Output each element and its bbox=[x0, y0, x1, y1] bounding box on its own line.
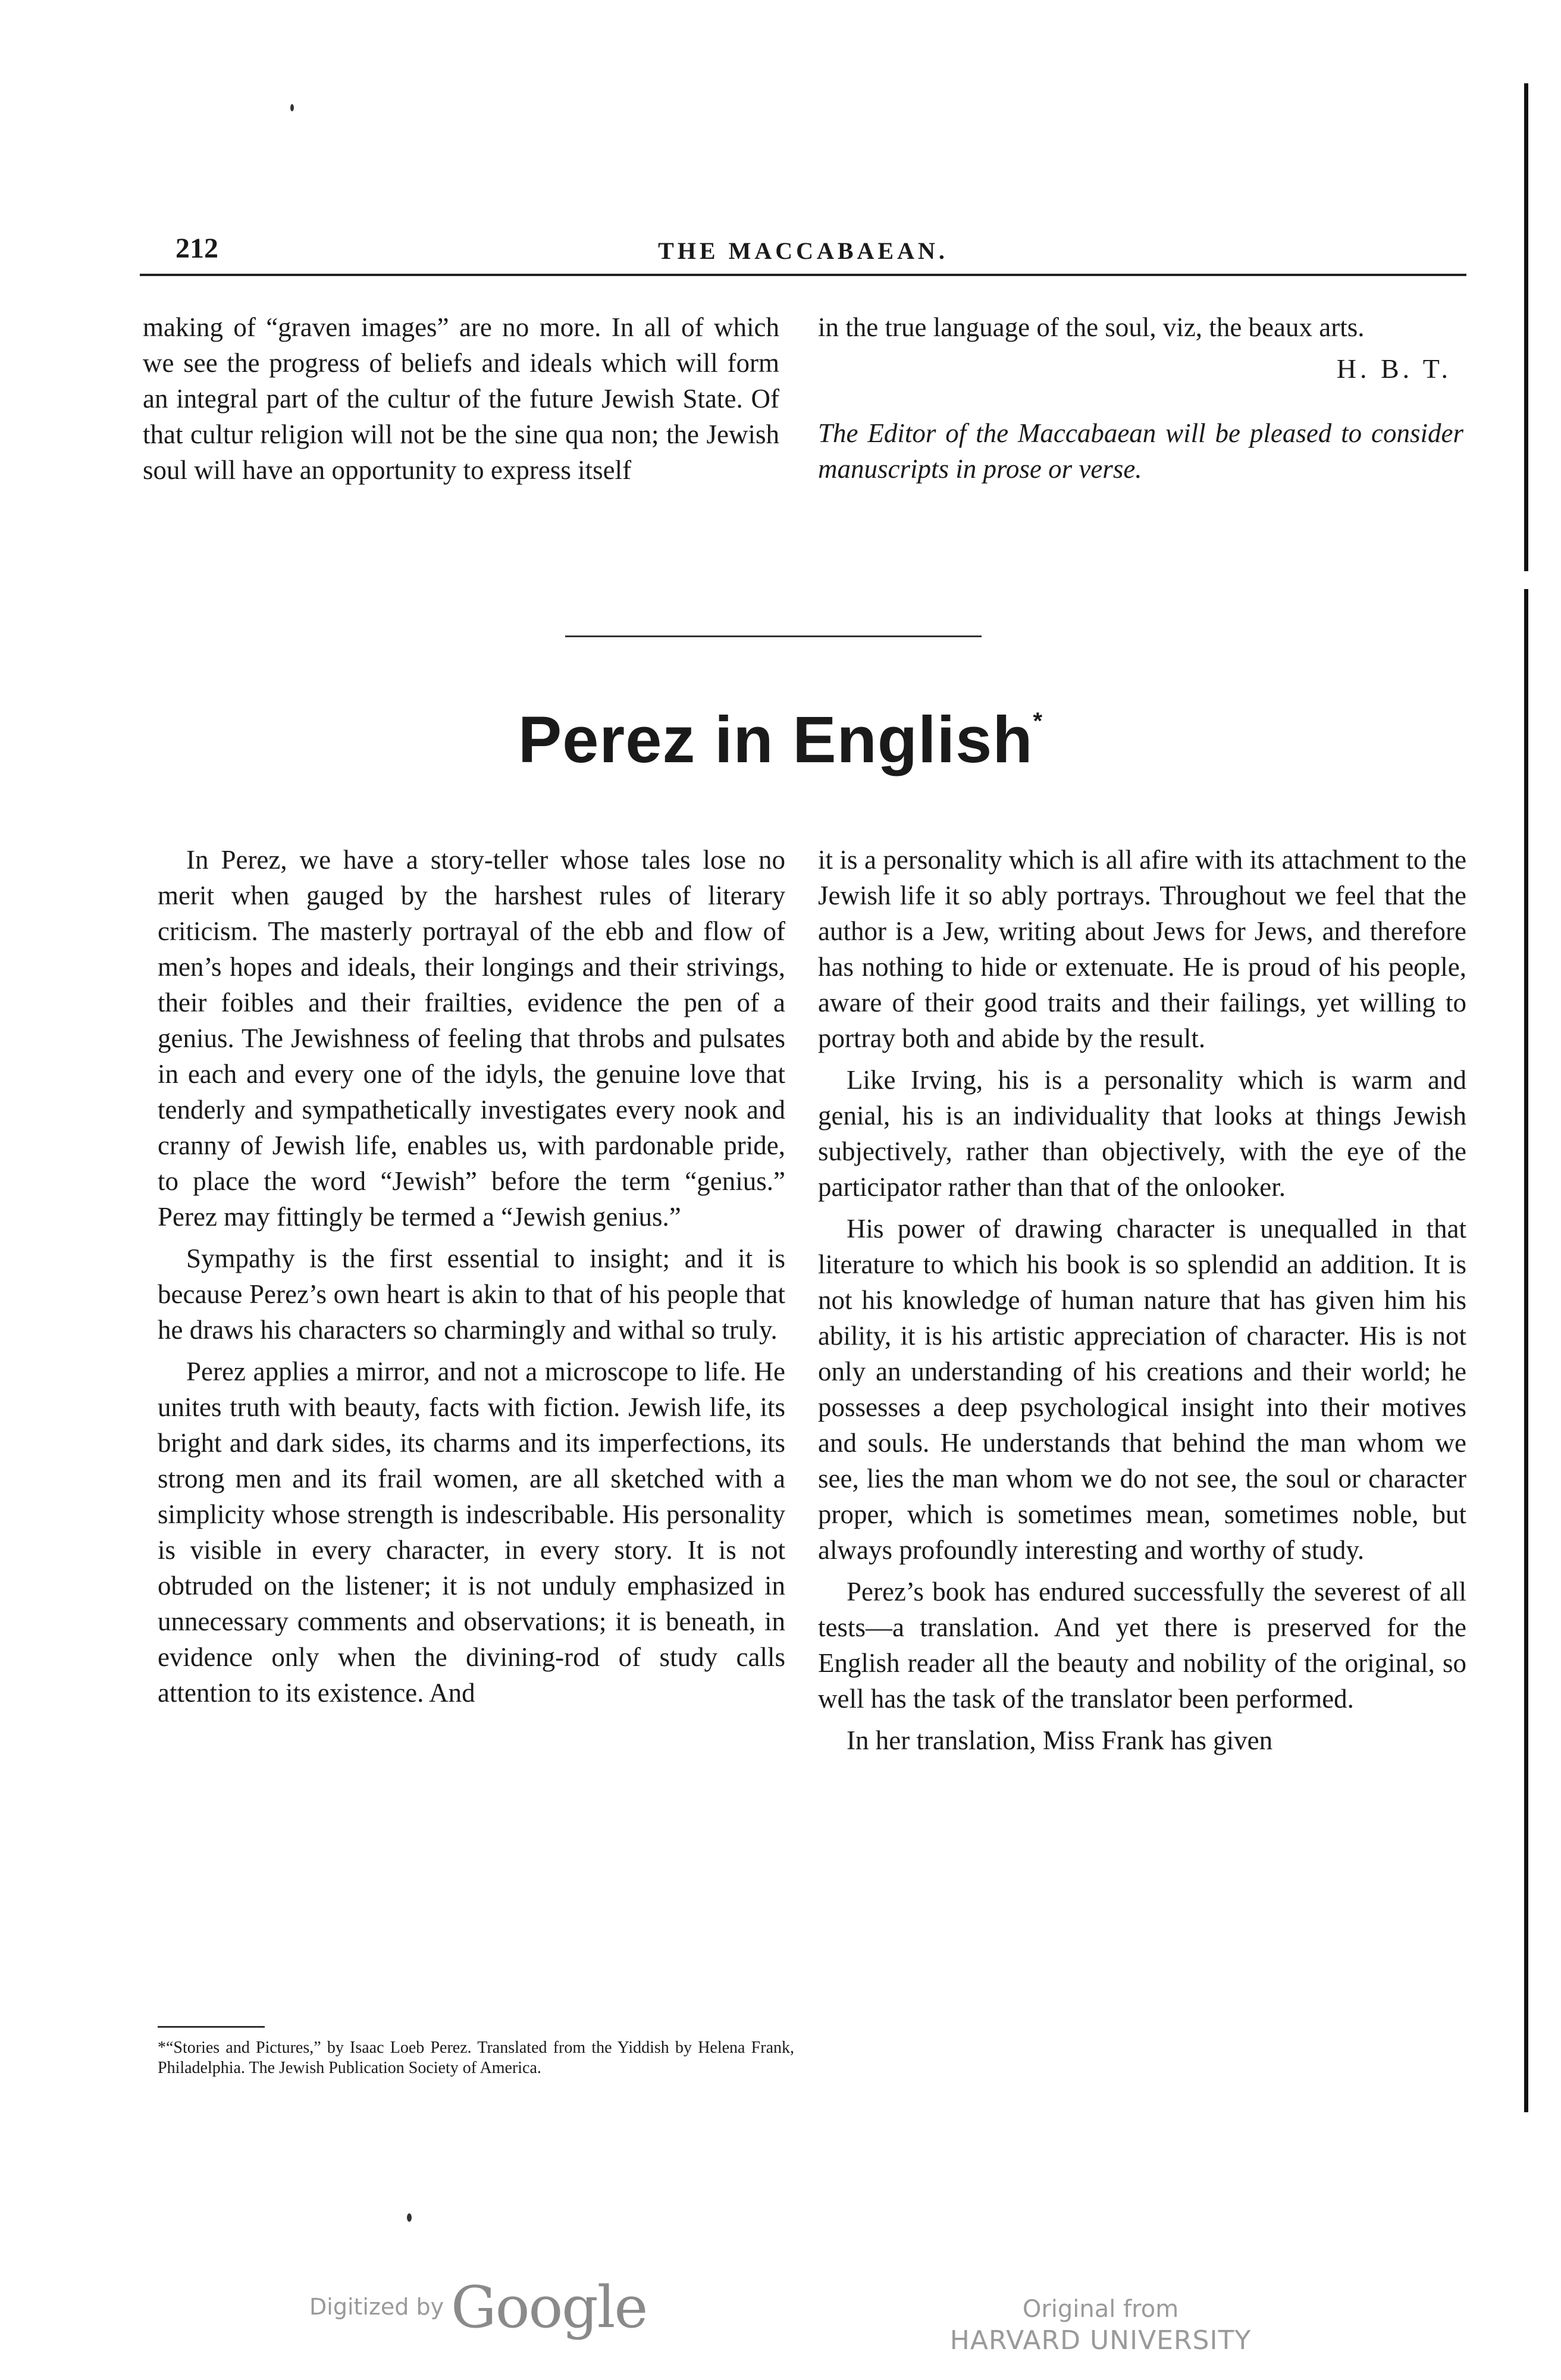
running-head: THE MACCABAEAN. bbox=[658, 237, 948, 264]
article-paragraph: Sympathy is the first essential to insight; and it is because Perez’s own heart is akin to that of his people that he draws his characters so charmingly and withal so truly. bbox=[158, 1244, 785, 1345]
editor-note: The Editor of the Maccabaean will be pleased to consider manuscripts in prose or verse. bbox=[818, 418, 1463, 484]
scan-speck bbox=[290, 104, 294, 111]
section-divider bbox=[565, 635, 982, 637]
article-paragraph: Perez’s book has endured successfully the severest of all tests—a translation. And yet there is preserved for the English reader all the beauty and nobility of the original, so well has the task of the translator been performed. bbox=[818, 1577, 1466, 1714]
scan-edge-shadow bbox=[1524, 589, 1528, 2112]
signature: H. B. T. bbox=[1336, 353, 1452, 384]
google-logo: Google bbox=[451, 2274, 647, 2341]
original-from-label: Original from bbox=[1022, 2296, 1179, 2323]
article-right-column bbox=[818, 842, 1466, 1764]
page-number: 212 bbox=[175, 233, 218, 264]
digitized-by-label: Digitized by bbox=[309, 2294, 444, 2320]
institution-label: HARVARD UNIVERSITY bbox=[949, 2325, 1252, 2356]
article-title-text: Perez in English bbox=[518, 703, 1033, 776]
article-left-column bbox=[158, 842, 785, 1717]
footnote-rule bbox=[158, 2026, 265, 2028]
title-footnote-mark: * bbox=[1033, 708, 1043, 734]
article-paragraph: His power of drawing character is unequalled in that literature to which his book is so splendid an addition. It is not his knowledge of human nature that has given him his ability, it is his artistic appreciation of character. His is not only an understanding of his creations and their world; he possesses a deep psychological insight into their motives and souls. He understands that behind the man whom we see, lies the man whom we do not see, the soul or character proper, which is sometimes mean, sometimes noble, but always profoundly interesting and worthy of study. bbox=[818, 1214, 1466, 1565]
article-paragraph: it is a personality which is all afire with its attachment to the Jewish life it so ably portrays. Throughout we feel that the author is a Jew, writing about Jews for Jews, and therefore has nothing to hide or extenuate. He is proud of his people, aware of their good traits and their failings, yet willing to portray both and abide by the result. bbox=[818, 845, 1466, 1053]
scan-edge-shadow bbox=[1524, 83, 1528, 571]
article-paragraph: In her translation, Miss Frank has given bbox=[847, 1726, 1273, 1755]
top-left-column bbox=[143, 309, 779, 494]
top-left-text: making of “graven images” are no more. In all of which we see the progress of beliefs and ideals which will form an integral part of the cultur of the future Jewish State. Of that cultur religion will not be the sine qua non; the Jewish soul will have an opportunity to express itself bbox=[143, 312, 779, 485]
article-paragraph: Like Irving, his is a personality which is warm and genial, his is an individuality that looks at things Jewish subjectively, rather than objectively, with the eye of the participator rather than that of the onlooker. bbox=[818, 1065, 1466, 1202]
page-header bbox=[140, 232, 1466, 276]
top-right-text: in the true language of the soul, viz, the beaux arts. bbox=[818, 312, 1365, 342]
article-paragraph: In Perez, we have a story-teller whose tales lose no merit when gauged by the harshest rules of literary criticism. The masterly portrayal of the ebb and flow of men’s hopes and ideals, their longings and their strivings, their foibles and their frailties, evidence the pen of a genius. The Jewishness of feeling that throbs and pulsates in each and every one of the idyls, the genuine love that tenderly and sympathetically investigates every nook and cranny of Jewish life, enables us, with pardonable pride, to place the word “Jewish” before the term “genius.” Perez may fittingly be termed a “Jewish genius.” bbox=[158, 845, 785, 1232]
article-title bbox=[0, 702, 1561, 778]
article-paragraph: Perez applies a mirror, and not a microscope to life. He unites truth with beauty, facts with fiction. Jewish life, its bright and dark sides, its charms and its imperfections, its strong men and its frail women, are all sketched with a simplicity whose strength is indescribable. His personality is visible in every character, in every story. It is not obtruded on the listener; it is not unduly emphasized in unnecessary comments and observations; it is beneath, in evidence only when the divining-rod of study calls attention to its existence. And bbox=[158, 1357, 785, 1708]
footnote: *“Stories and Pictures,” by Isaac Loeb Perez. Translated from the Yiddish by Helena Frank, Philadelphia. The Jewish Publication Society of America. bbox=[158, 2038, 794, 2077]
scan-speck bbox=[407, 2213, 412, 2222]
top-right-column bbox=[818, 309, 1463, 493]
